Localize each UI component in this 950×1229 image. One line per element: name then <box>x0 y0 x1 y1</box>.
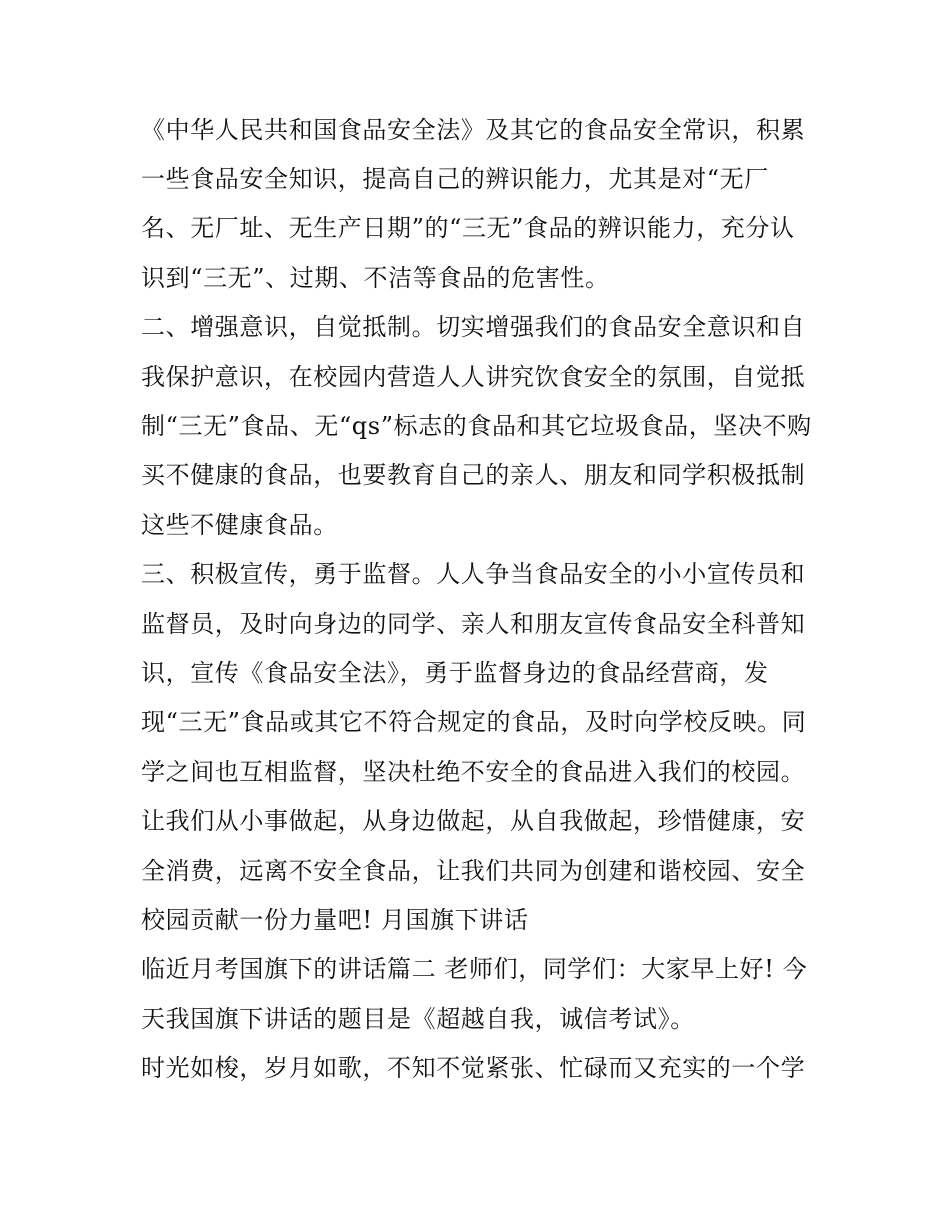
text-line: 识到“三无”、过期、不洁等食品的危害性。 <box>141 264 610 292</box>
text-line: 现“三无”食品或其它不符合规定的食品，及时向学校反映。同 <box>141 708 807 736</box>
text-line: 这些不健康食品。 <box>141 511 338 539</box>
text-line: 制“三无”食品、无“qs”标志的食品和其它垃圾食品，坚决不购 <box>141 412 812 440</box>
text-line: 二、增强意识，自觉抵制。切实增强我们的食品安全意识和自 <box>141 313 806 341</box>
text-line: 名、无厂址、无生产日期”的“三无”食品的辨识能力，充分认 <box>141 214 795 242</box>
text-line: 三、积极宣传，勇于监督。人人争当食品安全的小小宣传员和 <box>141 560 806 588</box>
text-line: 买不健康的食品，也要教育自己的亲人、朋友和同学积极抵制 <box>141 461 806 489</box>
text-line: 我保护意识，在校园内营造人人讲究饮食安全的氛围，自觉抵 <box>141 363 806 391</box>
text-line: 《中华人民共和国食品安全法》及其它的食品安全常识，积累 <box>141 116 806 144</box>
text-line: 监督员，及时向身边的同学、亲人和朋友宣传食品安全科普知 <box>141 610 806 638</box>
text-line: 全消费，远离不安全食品，让我们共同为创建和谐校园、安全 <box>141 857 806 885</box>
text-line: 校园贡献一份力量吧! 月国旗下讲话 <box>141 906 529 934</box>
text-line: 让我们从小事做起，从身边做起，从自我做起，珍惜健康，安 <box>141 807 806 835</box>
text-line: 一些食品安全知识，提高自己的辨识能力，尤其是对“无厂 <box>141 165 769 193</box>
text-line: 时光如梭，岁月如歌，不知不觉紧张、忙碌而又充实的一个学 <box>141 1054 806 1082</box>
text-line: 临近月考国旗下的讲话篇二 老师们，同学们：大家早上好! 今 <box>141 955 808 983</box>
text-line: 天我国旗下讲话的题目是《超越自我，诚信考试》。 <box>141 1005 695 1033</box>
text-line: 识，宣传《食品安全法》，勇于监督身边的食品经营商，发 <box>141 659 769 687</box>
text-line: 学之间也互相监督，坚决杜绝不安全的食品进入我们的校园。 <box>141 758 806 786</box>
